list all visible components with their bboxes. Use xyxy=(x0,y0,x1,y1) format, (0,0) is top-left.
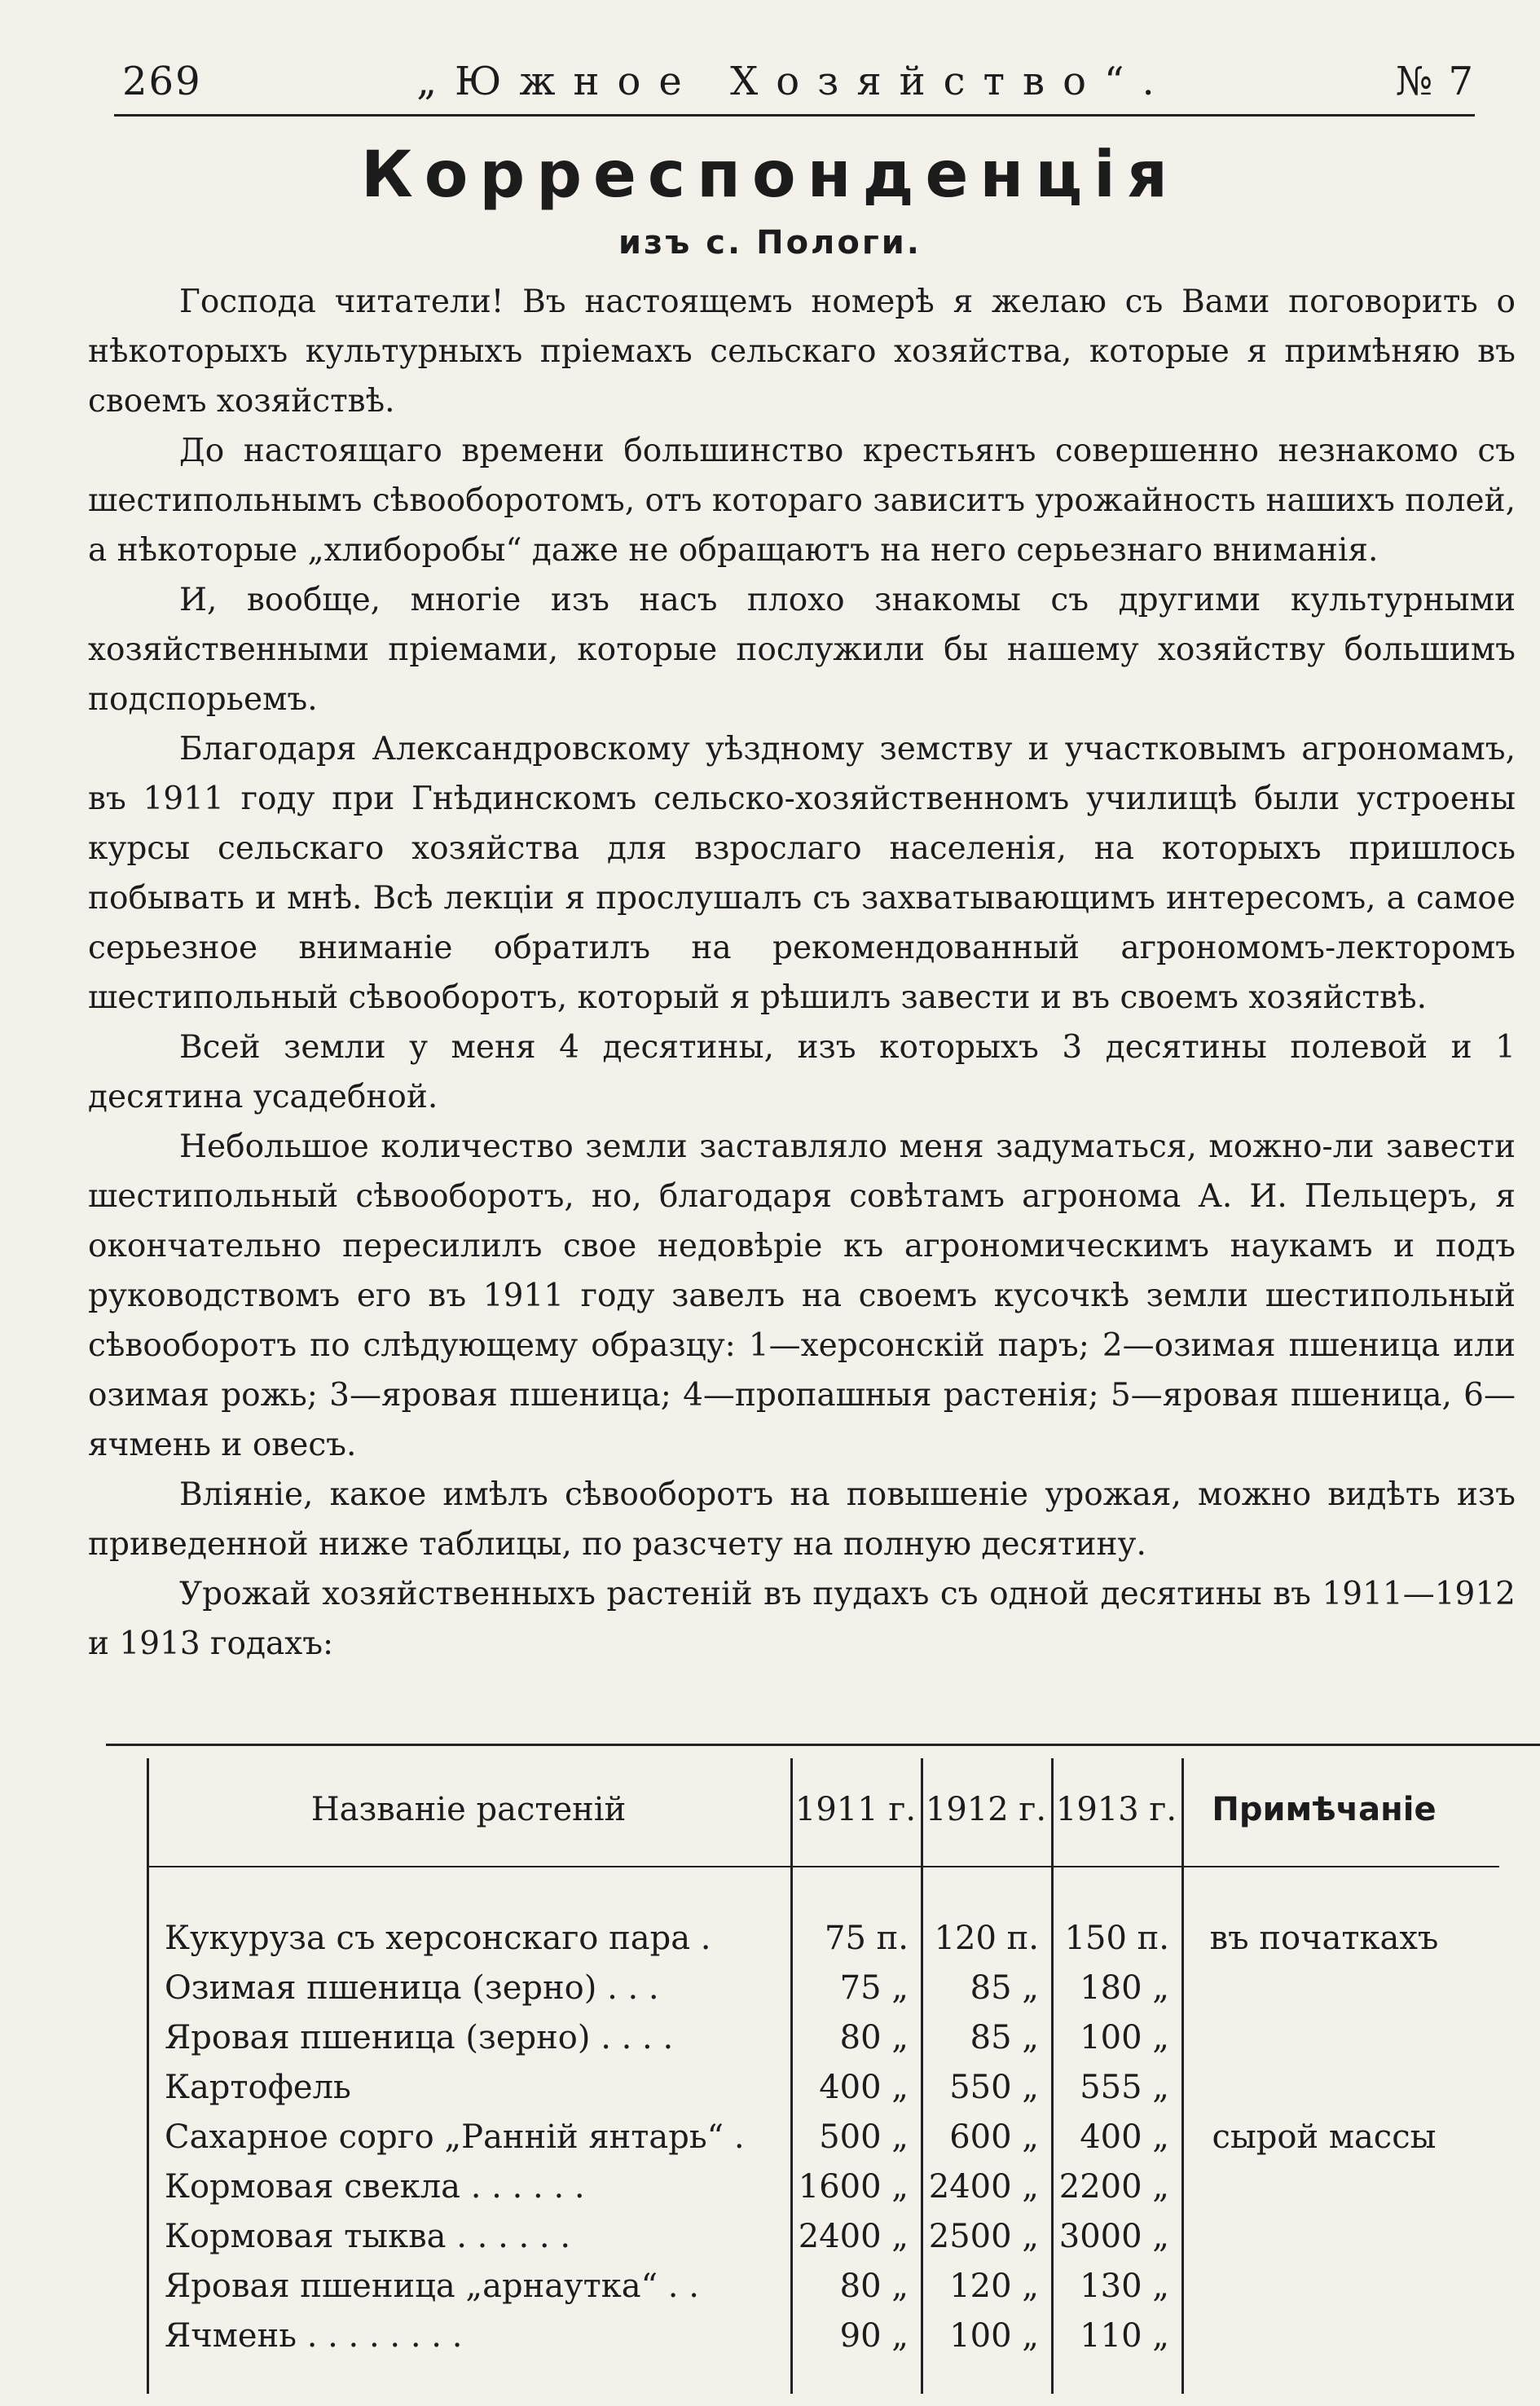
table-row xyxy=(147,1969,1532,2018)
col-header-1912: 1912 г. xyxy=(925,1791,1047,1828)
issue-number: № 7 xyxy=(1395,59,1475,104)
table-row xyxy=(147,2118,1532,2167)
value-1911: 400 „ xyxy=(819,2069,909,2106)
table-row xyxy=(147,2168,1532,2217)
value-1912: 2500 „ xyxy=(928,2218,1039,2255)
row-name: Ячмень . . . . . . . . xyxy=(165,2317,463,2355)
value-1911: 1600 „ xyxy=(798,2168,909,2206)
value-1913: 2200 „ xyxy=(1058,2168,1169,2206)
value-1912: 85 „ xyxy=(970,1969,1039,2007)
table-row xyxy=(147,2069,1532,2118)
value-1913: 100 „ xyxy=(1080,2019,1169,2056)
paragraph: И, вообще, многіе изъ насъ плохо знакомы съ другими культурными хозяйственными пріемами, которые послужили бы нашему хозяйству большимъ подспорьемъ. xyxy=(88,582,1516,718)
value-1912: 550 „ xyxy=(949,2069,1039,2106)
value-1912: 85 „ xyxy=(970,2019,1039,2056)
value-1913: 130 „ xyxy=(1080,2267,1169,2305)
paragraph: Благодаря Александровскому уѣздному земству и участковымъ агрономамъ, въ 1911 году при Гнѣдинскомъ сельско-хозяйственномъ училищѣ были устроены курсы сельскаго хозяйства для взрослаго населенія, на которыхъ пришлось побывать и мнѣ. Всѣ лекціи я прослушалъ съ захватывающимъ интересомъ, а самое серьезное вниманіе обратилъ на рекомендованный агрономомъ-лекторомъ шестипольный сѣвооборотъ, который я рѣшилъ завести и въ своемъ хозяйствѣ. xyxy=(88,731,1516,1016)
value-1913: 110 „ xyxy=(1080,2317,1169,2355)
row-name: Сахарное сорго „Ранній янтарь“ . xyxy=(165,2118,745,2156)
col-header-name: Названіе растеній xyxy=(310,1791,627,1828)
row-note: сырой массы xyxy=(1212,2118,1437,2156)
page-number: 269 xyxy=(122,59,202,104)
col-header-1911: 1911 г. xyxy=(794,1791,917,1828)
value-1913: 180 „ xyxy=(1080,1969,1169,2007)
paragraph: Вліяніе, какое имѣлъ сѣвооборотъ на повышеніе урожая, можно видѣть изъ приведенной ниже таблицы, по разсчету на полную десятину. xyxy=(88,1476,1516,1563)
value-1911: 2400 „ xyxy=(798,2218,909,2255)
value-1911: 80 „ xyxy=(839,2267,909,2305)
journal-title: „Южное Хозяйство“. xyxy=(416,59,1173,104)
paragraph: Господа читатели! Въ настоящемъ номерѣ я желаю съ Вами поговорить о нѣкоторыхъ культурныхъ пріемахъ сельскаго хозяйства, которые я примѣняю въ своемъ хозяйствѣ. xyxy=(88,284,1516,420)
header-rule xyxy=(114,114,1475,117)
paragraph: До настоящаго времени большинство крестьянъ совершенно незнакомо съ шестипольнымъ сѣвооборотомъ, отъ котораго зависитъ урожайность нашихъ полей, а нѣкоторые „хлиборобы“ даже не обращаютъ на него серьезнаго вниманія. xyxy=(88,433,1516,569)
running-head xyxy=(114,59,1475,116)
value-1912: 120 п. xyxy=(934,1920,1039,1957)
value-1912: 120 „ xyxy=(949,2267,1039,2305)
value-1912: 600 „ xyxy=(949,2118,1039,2156)
paragraph: Небольшое количество земли заставляло меня задуматься, можно-ли завести шестипольный сѣвооборотъ, но, благодаря совѣтамъ агронома А. И. Пельцеръ, я окончательно пересилилъ свое недовѣріе къ агрономическимъ наукамъ и подъ руководствомъ его въ 1911 году завелъ на своемъ кусочкѣ земли шестипольный сѣвооборотъ по слѣдующему образцу: 1—херсонскій паръ; 2—озимая пшеница или озимая рожь; 3—яровая пшеница; 4—пропашныя растенія; 5—яровая пшеница, 6—ячмень и овесъ. xyxy=(88,1128,1516,1463)
value-1913: 3000 „ xyxy=(1058,2218,1169,2255)
row-name: Яровая пшеница „арнаутка“ . . xyxy=(165,2267,699,2305)
value-1912: 2400 „ xyxy=(928,2168,1039,2206)
header-divider xyxy=(147,1866,1499,1867)
value-1913: 555 „ xyxy=(1080,2069,1169,2106)
article-title: Корреспонденція xyxy=(361,139,1179,212)
value-1911: 80 „ xyxy=(839,2019,909,2056)
value-1913: 150 п. xyxy=(1064,1920,1169,1957)
row-name: Яровая пшеница (зерно) . . . . xyxy=(165,2019,674,2056)
row-name: Кормовая свекла . . . . . . xyxy=(165,2168,585,2206)
table-row xyxy=(147,1920,1532,1968)
row-name: Картофель xyxy=(165,2069,351,2106)
table-row xyxy=(147,2317,1532,2366)
value-1911: 75 п. xyxy=(825,1920,909,1957)
table-row xyxy=(147,2267,1532,2316)
col-header-1913: 1913 г. xyxy=(1055,1791,1177,1828)
paragraph: Всей земли у меня 4 десятины, изъ которыхъ 3 десятины полевой и 1 десятина усадебной. xyxy=(88,1029,1516,1115)
table-body xyxy=(147,1758,1532,2394)
article-body xyxy=(88,277,1516,1669)
value-1911: 500 „ xyxy=(819,2118,909,2156)
table-row xyxy=(147,2218,1532,2267)
paragraph: Урожай хозяйственныхъ растеній въ пудахъ съ одной десятины въ 1911—1912 и 1913 годахъ: xyxy=(88,1576,1516,1662)
article-subtitle: изъ с. Пологи. xyxy=(618,224,922,262)
row-note: въ початкахъ xyxy=(1209,1920,1439,1957)
value-1911: 75 „ xyxy=(839,1969,909,2007)
value-1912: 100 „ xyxy=(949,2317,1039,2355)
table-top-rule xyxy=(106,1744,1540,1746)
row-name: Озимая пшеница (зерно) . . . xyxy=(165,1969,659,2007)
row-name: Кукуруза съ херсонскаго пара . xyxy=(165,1920,711,1957)
row-name: Кормовая тыква . . . . . . xyxy=(165,2218,571,2255)
value-1913: 400 „ xyxy=(1080,2118,1169,2156)
table-row xyxy=(147,2019,1532,2068)
col-header-note: Примѣчаніе xyxy=(1212,1791,1437,1828)
value-1911: 90 „ xyxy=(839,2317,909,2355)
